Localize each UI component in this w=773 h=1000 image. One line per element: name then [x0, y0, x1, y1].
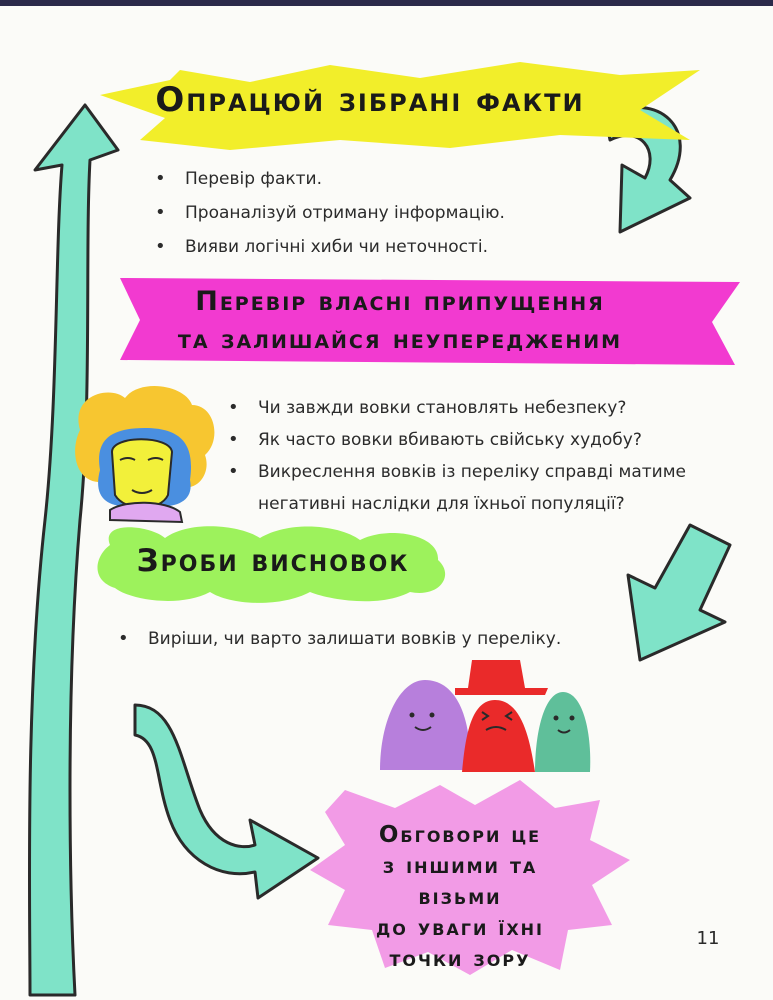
list-item: • Як часто вовки вбивають свійську худобу? [228, 424, 698, 456]
green-character-icon [535, 692, 590, 772]
list-item: • Чи завжди вовки становлять небезпеку? [228, 392, 698, 424]
discuss-line2: з іншими та візьми [382, 853, 538, 910]
discuss-callout [340, 820, 580, 975]
conclusion-list [118, 622, 678, 656]
discuss-line4: точки зору [389, 946, 531, 972]
red-character-icon [455, 660, 548, 772]
woman-character-icon [75, 386, 214, 522]
list-item: • Перевір факти. [155, 162, 585, 196]
discuss-line3: до уваги їхні [376, 915, 544, 941]
assumptions-title-line1: Перевір власні припущення [195, 286, 605, 317]
assumptions-title [140, 283, 660, 359]
process-facts-list [155, 162, 585, 264]
list-item: • Викреслення вовків із переліку справді матиме негативні наслідки для їхньої популяції? [228, 456, 698, 520]
discuss-line1: Обговори це [378, 822, 542, 848]
page-number: 11 [696, 928, 720, 949]
list-item: • Виріши, чи варто залишати вовків у переліку. [118, 622, 678, 656]
process-facts-title: Опрацюй зібрані факти [155, 80, 585, 120]
bottom-right-arrow-icon [135, 705, 318, 898]
conclusion-title: Зроби висновок [136, 543, 410, 579]
assumptions-title-line2: та залишайся неупередженим [177, 324, 623, 355]
list-item: • Проаналізуй отриману інформацію. [155, 196, 585, 230]
assumptions-list [228, 392, 698, 520]
list-item: • Вияви логічні хиби чи неточності. [155, 230, 585, 264]
